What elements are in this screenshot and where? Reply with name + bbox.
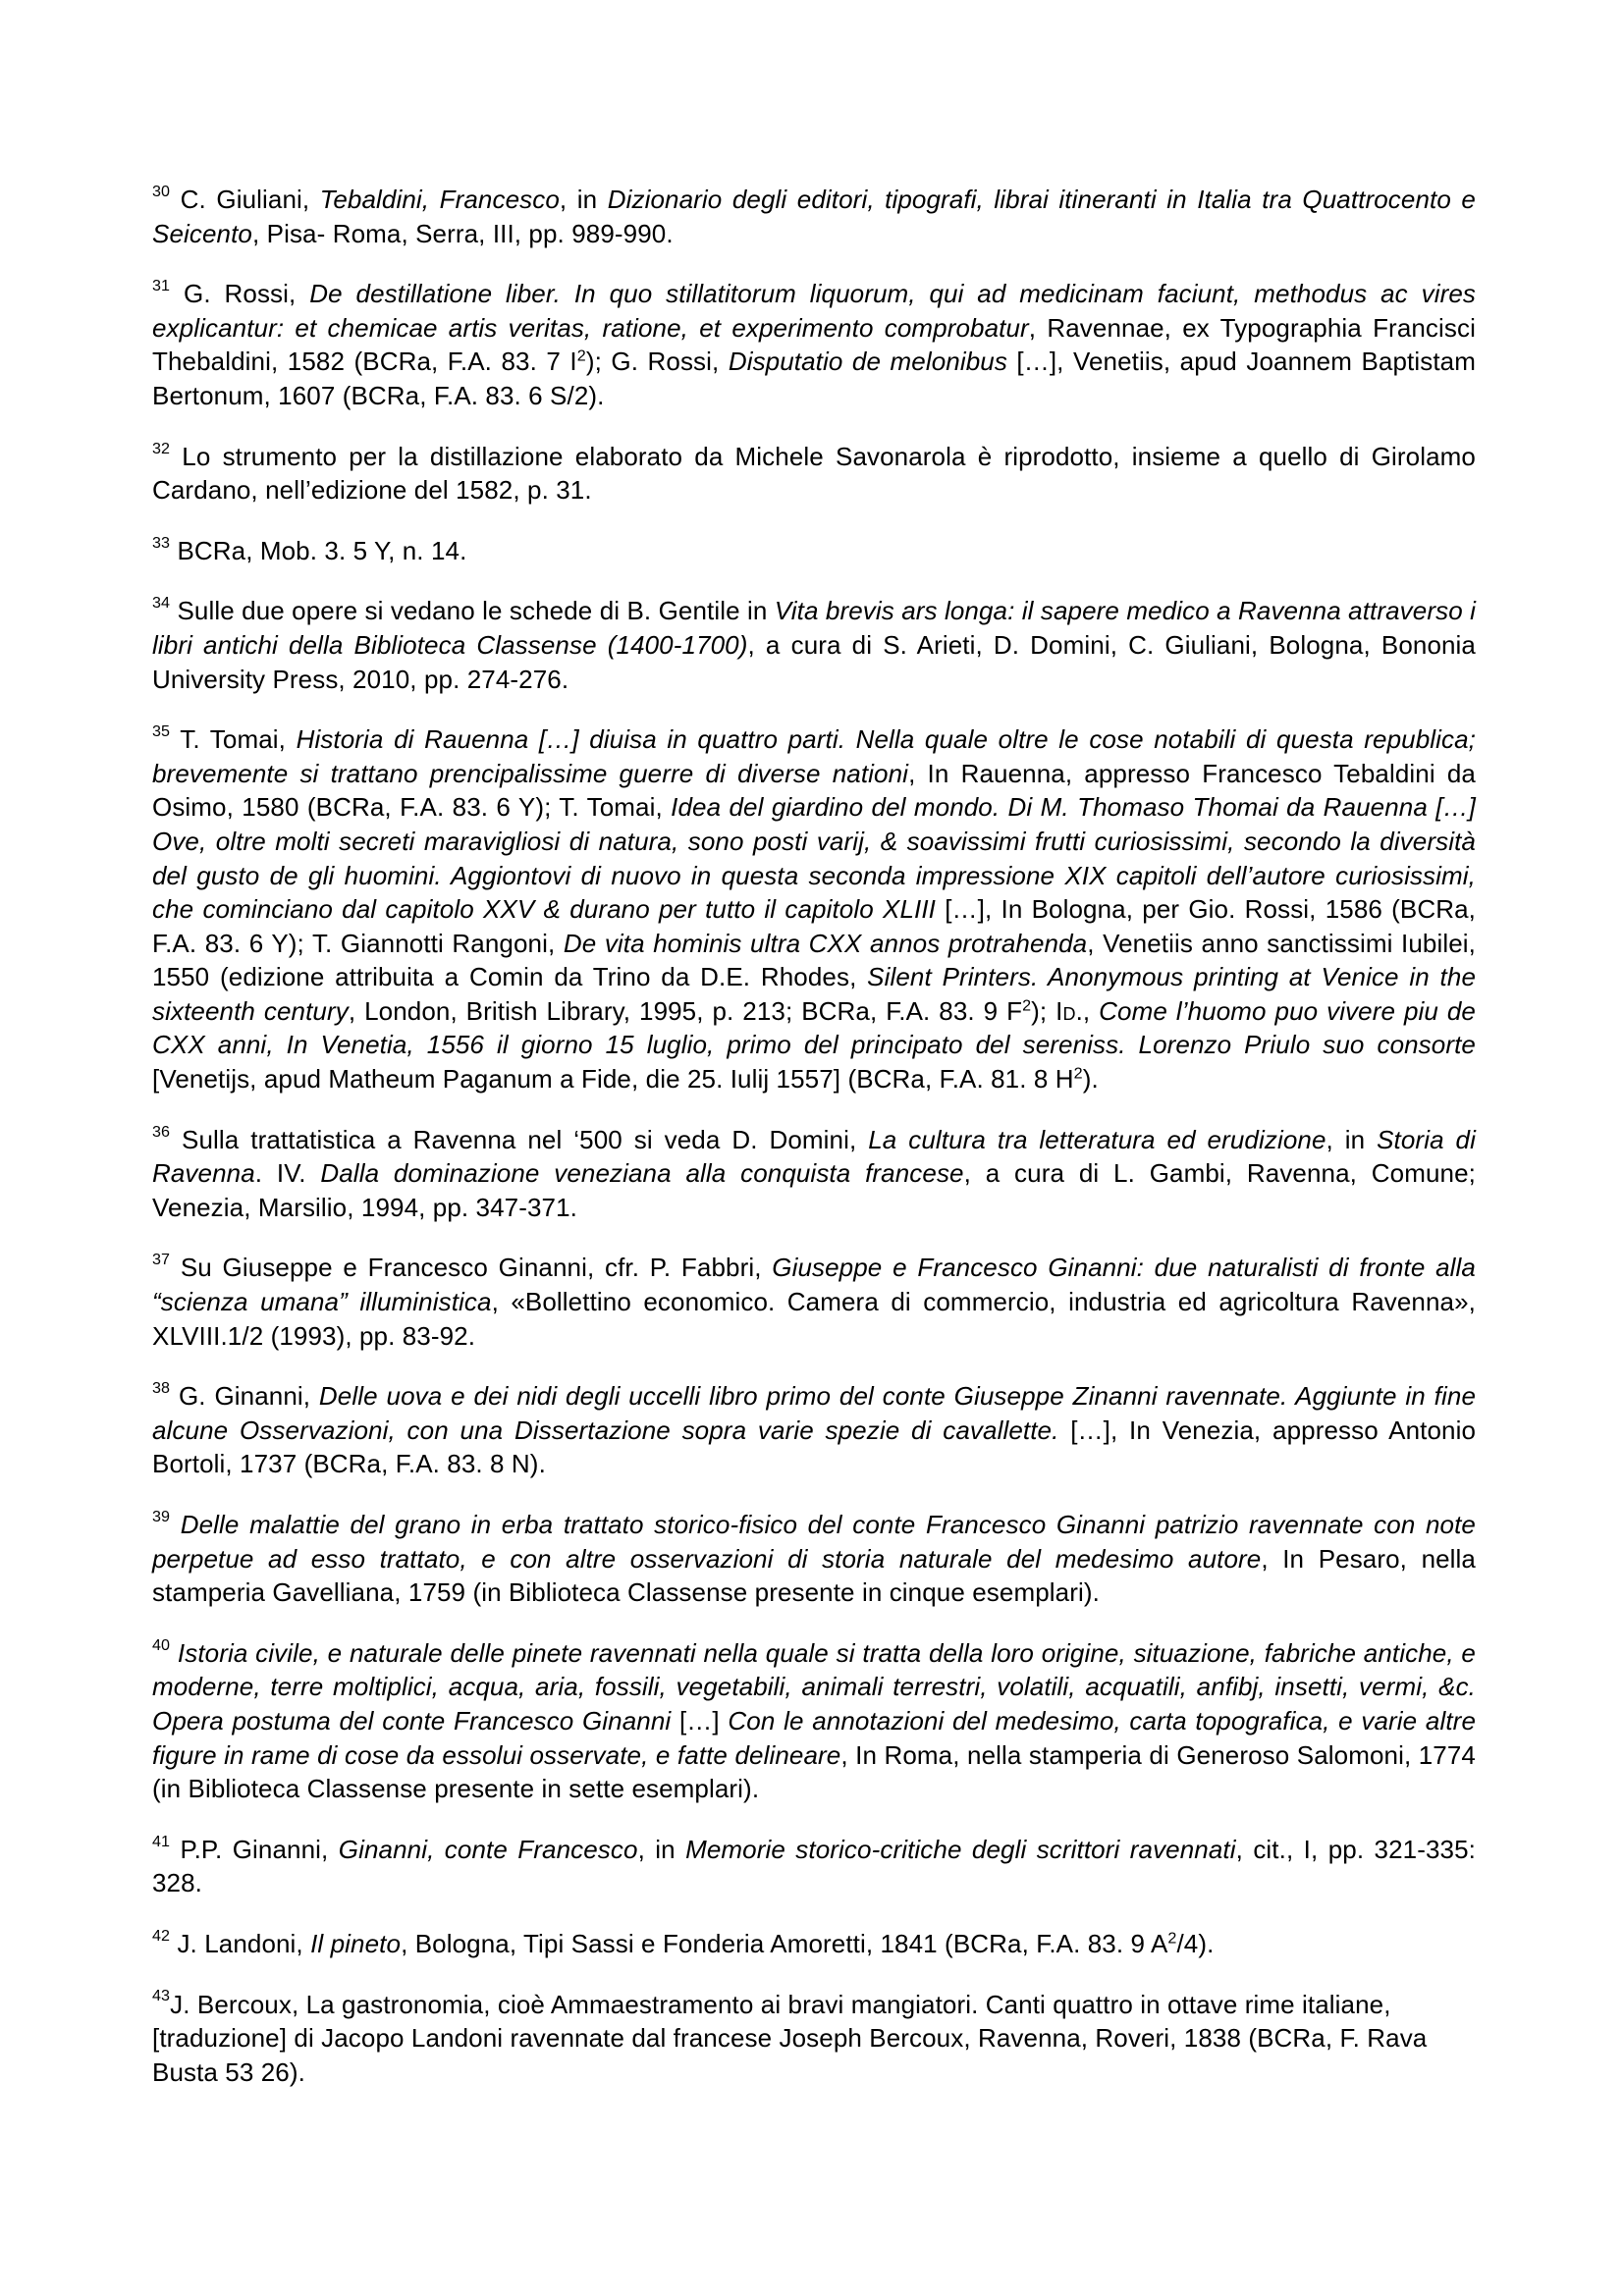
footnote-number: 39 bbox=[152, 1507, 171, 1525]
text-run: Su Giuseppe e Francesco Ginanni, cfr. P. Fabbri, bbox=[180, 1253, 773, 1283]
text-run: , Pisa- Roma, Serra, III, pp. 989-990. bbox=[251, 218, 674, 248]
italic-text: Delle malattie del grano in erba trattato storico-fisico del conte Francesco Ginanni patrizio ravennate con note perpetue ad esso trattato, e con altre osservazioni di storia naturale del medesimo autore bbox=[152, 1510, 1476, 1574]
text-run: […], Venetiis, apud Joannem Baptistam Bertonum, 1607 (BCRa, F.A. 83. 6 S/2). bbox=[152, 347, 1476, 410]
footnotes-section bbox=[152, 183, 1476, 2115]
text-run: C. Giuliani, bbox=[180, 185, 320, 214]
italic-text: Idea del giardino del mondo. Di M. Thomaso Thomai da Rauenna […] Ove, oltre molti secreti maravigliosi di natura, sono posti varij, & soavissimi frutti curiosissimi, secondo la diversità del gusto de gli huomini. Aggiontovi di nuovo in questa seconda impressione XIX capitoli dell’autore curiosissimi, che cominciano dal capitolo XXV & durano per tutto il capitolo XLIII bbox=[152, 792, 1476, 925]
footnote-41 bbox=[152, 1833, 1476, 1900]
text-run: BCRa, Mob. 3. 5 Y, n. 14. bbox=[177, 535, 467, 565]
text-run: T. Tomai, bbox=[180, 724, 297, 755]
superscript-text: 2 bbox=[1073, 1064, 1083, 1083]
text-run: […], In Venezia, appresso Antonio Bortoli, 1737 (BCRa, F.A. 83. 8 N). bbox=[152, 1415, 1477, 1479]
text-run: /4). bbox=[1176, 1928, 1215, 1958]
footnote-number: 42 bbox=[152, 1926, 171, 1945]
footnote-37 bbox=[152, 1251, 1476, 1353]
superscript-text: 2 bbox=[1022, 996, 1032, 1015]
footnote-31 bbox=[152, 277, 1476, 412]
text-run: ); bbox=[1031, 995, 1056, 1026]
text-run: Sulle due opere si vedano le schede di B. Gentile in bbox=[177, 596, 775, 626]
footnote-36 bbox=[152, 1123, 1476, 1225]
smallcaps-text: Id bbox=[1055, 995, 1076, 1026]
italic-text: Con le annotazioni del medesimo, carta topografica, e varie altre figure in rame di cose da essolui osservate, e fatte delineare bbox=[152, 1705, 1477, 1770]
text-run: , London, British Library, 1995, p. 213; BCRa, F.A. 83. 9 F bbox=[348, 995, 1023, 1026]
italic-text: La cultura tra letteratura ed erudizione bbox=[868, 1124, 1326, 1154]
text-run: , Ravennae, ex Typographia Francisci Thebaldini, 1582 (BCRa, F.A. 83. 7 I bbox=[152, 312, 1476, 377]
text-run: ); G. Rossi, bbox=[585, 347, 729, 377]
footnote-number: 32 bbox=[152, 439, 171, 457]
text-run: Sulla trattatistica a Ravenna nel ‘500 si veda D. Domini, bbox=[182, 1124, 869, 1154]
text-run: , a cura di L. Gambi, Ravenna, Comune; Venezia, Marsilio, 1994, pp. 347-371. bbox=[152, 1158, 1476, 1222]
italic-text: Storia di Ravenna bbox=[152, 1124, 1476, 1189]
text-run: , In Rauenna, appresso Francesco Tebaldini da Osimo, 1580 (BCRa, F.A. 83. 6 Y); T. Tomai, bbox=[152, 758, 1476, 823]
italic-text: Il pineto bbox=[310, 1928, 402, 1958]
footnote-number: 40 bbox=[152, 1635, 171, 1654]
text-run: J. Landoni, bbox=[177, 1928, 311, 1958]
text-run: […], In Bologna, per Gio. Rossi, 1586 (BCRa, F.A. 83. 6 Y); T. Giannotti Rangoni, bbox=[152, 894, 1477, 958]
footnote-number: 43 bbox=[152, 1987, 171, 2005]
text-run: , in bbox=[1325, 1124, 1378, 1154]
footnote-number: 30 bbox=[152, 182, 171, 200]
superscript-text: 2 bbox=[1167, 1929, 1177, 1948]
footnote-30 bbox=[152, 183, 1476, 250]
italic-text: De destillatione liber. In quo stillatitorum liquorum, qui ad medicinam faciunt, methodus ac vires explicantur: et chemicae artis veritas, ratione, et experimento comprobatur bbox=[152, 279, 1477, 343]
footnote-40 bbox=[152, 1636, 1476, 1806]
footnote-33 bbox=[152, 534, 1476, 568]
italic-text: Istoria civile, e naturale delle pinete ravennati nella quale si tratta della loro origine, situazione, fabriche antiche, e moderne, terre moltiplici, acqua, aria, fossili, vegetabili, animali terrestri, volatili, acquatili, anfibj, insetti, vermi, &c. Opera postuma del conte Francesco Ginanni bbox=[152, 1637, 1476, 1735]
footnote-42 bbox=[152, 1927, 1476, 1961]
italic-text: Vita brevis ars longa: il sapere medico a Ravenna attraverso i libri antichi della Biblioteca Classense (1400-1700) bbox=[152, 596, 1476, 660]
superscript-text: 2 bbox=[576, 347, 586, 365]
text-run: ., bbox=[1075, 995, 1100, 1026]
italic-text: Memorie storico-critiche degli scrittori ravennati bbox=[685, 1834, 1236, 1864]
italic-text: Historia di Rauenna […] diuisa in quattro parti. Nella quale oltre le cose notabili di questa republica; brevemente si trattano prencipalissime guerre di diverse nationi bbox=[152, 724, 1477, 788]
text-run: P.P. Ginanni, bbox=[180, 1834, 339, 1864]
italic-text: Delle uova e dei nidi degli uccelli libro primo del conte Giuseppe Zinanni ravennate. Aggiunte in fine alcune Osservazioni, con una Dissertazione sopra varie spezie di cavallette. bbox=[152, 1381, 1476, 1445]
italic-text: Giuseppe e Francesco Ginanni: due naturalisti di fronte alla “scienza umana” illuministica bbox=[152, 1253, 1476, 1317]
text-run: ). bbox=[1082, 1064, 1099, 1095]
footnote-number: 35 bbox=[152, 722, 171, 741]
footnote-number: 38 bbox=[152, 1379, 171, 1398]
footnote-38 bbox=[152, 1379, 1476, 1481]
text-run: , Bologna, Tipi Sassi e Fonderia Amoretti, 1841 (BCRa, F.A. 83. 9 A bbox=[401, 1928, 1168, 1958]
text-run: G. Rossi, bbox=[184, 279, 310, 309]
text-run: , in bbox=[637, 1834, 686, 1864]
text-run: , a cura di S. Arieti, D. Domini, C. Giuliani, Bologna, Bononia University Press, 2010, pp. 274-276. bbox=[152, 629, 1476, 694]
footnote-number: 34 bbox=[152, 594, 171, 613]
footnote-39 bbox=[152, 1508, 1476, 1610]
text-run: J. Bercoux, La gastronomia, cioè Ammaestramento ai bravi mangiatori. Canti quattro in ottave rime italiane, [traduzione] di Jacopo Landoni ravennate dal francese Joseph Bercoux, Ravenna, Roveri, 1838 (BCRa, F. Rava Busta 53 26). bbox=[152, 1989, 1428, 2087]
footnote-32 bbox=[152, 440, 1476, 507]
footnote-number: 41 bbox=[152, 1832, 171, 1850]
italic-text: Tebaldini, Francesco bbox=[319, 185, 560, 214]
text-run: Lo strumento per la distillazione elaborato da Michele Savonarola è riprodotto, insieme a quello di Girolamo Cardano, nell’edizione del 1582, p. 31. bbox=[152, 441, 1476, 506]
italic-text: De vita hominis ultra CXX annos protrahenda bbox=[563, 928, 1088, 958]
text-run: , cit., I, pp. 321-335: 328. bbox=[152, 1834, 1476, 1898]
text-run: , «Bollettino economico. Camera di commercio, industria ed agricoltura Ravenna», XLVIII.1/2 (1993), pp. 83-92. bbox=[152, 1287, 1476, 1351]
text-run: , In Roma, nella stamperia di Generoso Salomoni, 1774 (in Biblioteca Classense presente in sette esemplari). bbox=[152, 1739, 1476, 1804]
text-run: , in bbox=[559, 185, 608, 214]
footnote-number: 31 bbox=[152, 277, 171, 295]
italic-text: Silent Printers. Anonymous printing at Venice in the sixteenth century bbox=[152, 962, 1477, 1026]
footnote-43 bbox=[152, 1988, 1476, 2090]
text-run: , Venetiis anno sanctissimi Iubilei, 1550 (edizione attribuita a Comin da Trino da D.E. Rhodes, bbox=[152, 928, 1476, 992]
italic-text: Ginanni, conte Francesco bbox=[338, 1834, 638, 1864]
footnote-number: 36 bbox=[152, 1122, 171, 1141]
italic-text: Disputatio de melonibus bbox=[728, 347, 1007, 377]
text-run: , In Pesaro, nella stamperia Gavelliana, 1759 (in Biblioteca Classense presente in cinque esemplari). bbox=[152, 1543, 1476, 1608]
italic-text: Dalla dominazione veneziana alla conquista francese bbox=[320, 1158, 964, 1189]
footnote-34 bbox=[152, 594, 1476, 696]
italic-text: Come l’huomo puo vivere piu de CXX anni, In Venetia, 1556 il giorno 15 luglio, primo del principato del sereniss. Lorenzo Priulo suo consorte bbox=[152, 995, 1476, 1060]
footnote-35 bbox=[152, 722, 1476, 1096]
footnote-number: 33 bbox=[152, 533, 171, 552]
text-run: [Venetijs, apud Matheum Paganum a Fide, die 25. Iulij 1557] (BCRa, F.A. 81. 8 H bbox=[152, 1064, 1074, 1095]
text-run: […] bbox=[671, 1705, 729, 1735]
italic-text: Dizionario degli editori, tipografi, librai itineranti in Italia tra Quattrocento e Seicento bbox=[152, 185, 1476, 248]
text-run: . IV. bbox=[254, 1158, 321, 1189]
text-run: G. Ginanni, bbox=[178, 1381, 319, 1412]
footnote-number: 37 bbox=[152, 1251, 171, 1269]
